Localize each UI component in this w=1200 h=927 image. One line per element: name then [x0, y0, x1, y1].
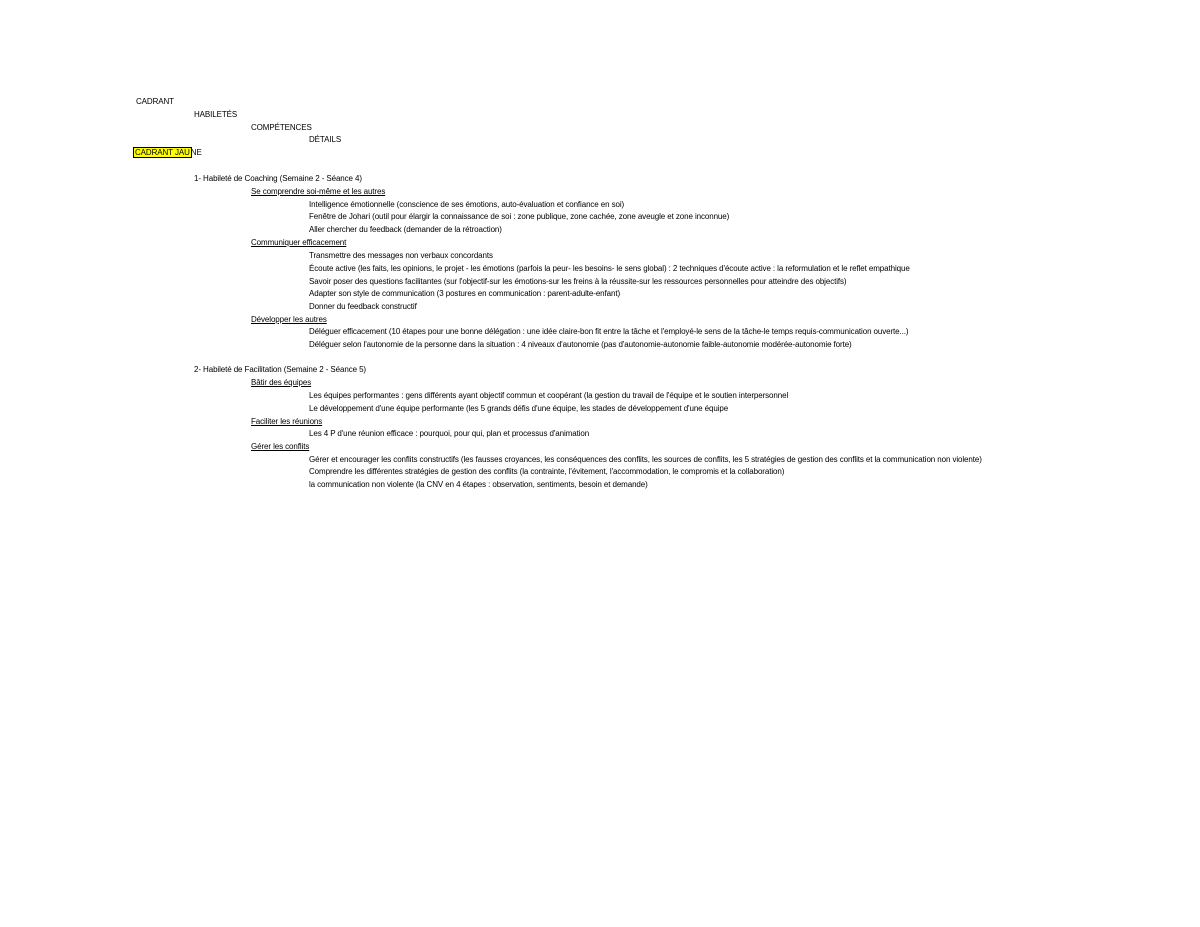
section-title-rest: NE	[190, 148, 202, 157]
detail-1-1-2: Fenêtre de Johari (outil pour élargir la connaissance de soi : zone publique, zone cachée, zone aveugle et zone inconnue)	[309, 212, 730, 221]
section-title-highlighted: CADRANT JAU	[135, 148, 190, 157]
legend-habiletes: HABILETÉS	[194, 110, 238, 119]
competence-2-2-label: Faciliter les réunions	[251, 417, 323, 426]
detail-1-3-2: Déléguer selon l'autonomie de la personne dans la situation : 4 niveaux d'autonomie (pas d'autonomie-autonomie faible-autonomie modérée-autonomie forte)	[309, 340, 852, 349]
competence-1-1-label: Se comprendre soi-même et les autres	[251, 187, 386, 196]
habilete-2-title: 2- Habileté de Facilitation (Semaine 2 - Séance 5)	[194, 365, 366, 374]
competence-1-3-label: Développer les autres	[251, 315, 327, 324]
detail-1-2-3: Savoir poser des questions facilitantes (sur l'objectif-sur les émotions-sur les freins à la réussite-sur les ressources personnelles pour atteindre des objectifs)	[309, 277, 847, 286]
legend-cadrant: CADRANT	[136, 97, 174, 106]
detail-1-1-1: Intelligence émotionnelle (conscience de ses émotions, auto-évaluation et confiance en soi)	[309, 200, 625, 209]
detail-1-2-2: Écoute active (les faits, les opinions, le projet - les émotions (parfois la peur- les besoins- le sens global) : 2 techniques d'écoute active : la reformulation et le reflet empathique	[309, 264, 910, 273]
detail-2-2-1: Les 4 P d'une réunion efficace : pourquoi, pour qui, plan et processus d'animation	[309, 429, 590, 438]
detail-2-1-1: Les équipes performantes : gens différents ayant objectif commun et coopérant (la gestion du travail de l'équipe et le soutien interpersonnel	[309, 391, 789, 400]
detail-1-1-3: Aller chercher du feedback (demander de la rétroaction)	[309, 225, 502, 234]
competence-2-1-label: Bâtir des équipes	[251, 378, 312, 387]
legend-competences: COMPÉTENCES	[251, 123, 312, 132]
habilete-1-title: 1- Habileté de Coaching (Semaine 2 - Séance 4)	[194, 174, 362, 183]
detail-2-1-2: Le développement d'une équipe performante (les 5 grands défis d'une équipe, les stades de développement d'une équipe	[309, 404, 729, 413]
detail-2-3-1: Gérer et encourager les conflits constructifs (les fausses croyances, les conséquences des conflits, les sources de conflits, les 5 stratégies de gestion des conflits et la communication non violente)	[309, 455, 982, 464]
competence-2-3-label: Gérer les conflits	[251, 442, 310, 451]
detail-1-3-1: Déléguer efficacement (10 étapes pour une bonne délégation : une idée claire-bon fit entre la tâche et l'employé-le sens de la tâche-le temps requis-communication ouverte...)	[309, 327, 909, 336]
section-title	[134, 148, 202, 158]
detail-1-2-4: Adapter son style de communication (3 postures en communication : parent-adulte-enfant)	[309, 289, 621, 298]
competence-1-2-label: Communiquer efficacement	[251, 238, 347, 247]
detail-1-2-5: Donner du feedback constructif	[309, 302, 417, 311]
detail-1-2-1: Transmettre des messages non verbaux concordants	[309, 251, 493, 260]
legend-details: DÉTAILS	[309, 135, 342, 144]
detail-2-3-2: Comprendre les différentes stratégies de gestion des conflits (la contrainte, l'évitement, l'accommodation, le compromis et la collaboration)	[309, 467, 785, 476]
detail-2-3-3: la communication non violente (la CNV en 4 étapes : observation, sentiments, besoin et demande)	[309, 480, 648, 489]
